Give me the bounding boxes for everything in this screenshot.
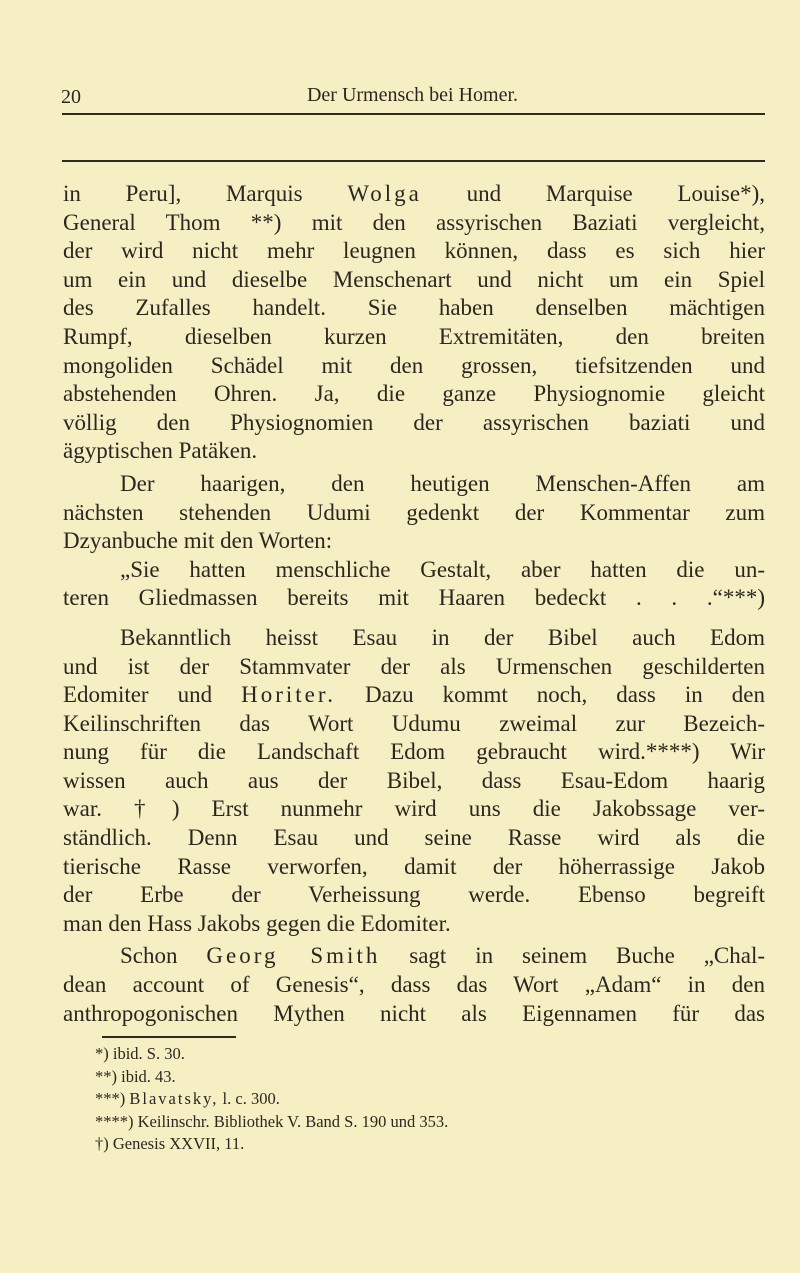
text-segment: und Marquise Louise*), [466,181,766,206]
spaced-name: Wolga [347,181,422,206]
text-line: mongoliden Schädel mit den grossen, tiefsitzenden und [63,352,765,378]
footnote: **) ibid. 43. [95,1066,176,1086]
footnote: †) Genesis XXVII, 11. [95,1134,245,1153]
text-line: der Erbe der Verheissung werde. Ebenso begreift [63,882,765,908]
text-segment: l. c. 300. [222,1089,280,1108]
text-line: nächsten stehenden Udumi gedenkt der Kommentar zum [63,499,765,525]
text-line: und ist der Stammvater der als Urmenschen geschilderten [63,653,765,679]
text-line: wissen auch aus der Bibel, dass Esau-Edom haarig [63,767,765,793]
footnote-rule [102,1036,236,1038]
text-segment: Schon [120,943,178,969]
text-line: Keilinschriften das Wort Udumu zweimal zur Bezeich- [63,710,765,736]
spaced-name: Horiter. [241,682,337,708]
text-line: Bekanntlich heisst Esau in der Bibel auch Edom [120,624,765,650]
text-line: man den Hass Jakobs gegen die Edomiter. [63,910,451,936]
quote-line: teren Gliedmassen bereits mit Haaren bedeckt . . .“***) [63,585,765,611]
text-line: General Thom **) mit den assyrischen Baziati vergleicht, [63,209,765,235]
quote-line: „Sie hatten menschliche Gestalt, aber hatten die un- [120,556,765,582]
spaced-name: Blavatsky, [129,1089,219,1108]
text-line: anthropogonischen Mythen nicht als Eigennamen für das [63,1000,765,1026]
text-line: des Zufalles handelt. Sie haben denselben mächtigen [63,295,765,321]
text-line: tierische Rasse verworfen, damit der höherrassige Jakob [63,853,765,879]
body-text [63,180,765,1028]
text-segment: Dazu kommt noch, dass in den [365,682,765,708]
top-rule [62,113,765,115]
text-line: Dzyanbuche mit den Worten: [63,528,333,554]
spaced-name: Georg Smith [206,943,381,969]
text-line [63,180,765,209]
text-line: nung für die Landschaft Edom gebraucht wird.****) Wir [63,739,765,765]
text-line: Rumpf, dieselben kurzen Extremitäten, den breiten [63,323,765,349]
running-title: Der Urmensch bei Homer. [306,84,519,106]
text-line: war. †) Erst nunmehr wird uns die Jakobssage ver- [63,796,765,822]
page-number: 20 [61,86,81,108]
header-rule [62,160,765,162]
text-line: abstehenden Ohren. Ja, die ganze Physiognomie gleicht [63,381,765,407]
footnotes [95,1043,448,1156]
text-line [63,681,765,710]
text-segment: sagt in seinem Buche „Chal- [409,943,766,969]
text-line: ständlich. Denn Esau und seine Rasse wird als die [63,825,765,851]
text-segment: Edomiter und [63,682,213,708]
text-segment: ***) [95,1089,126,1108]
text-line [63,942,765,971]
text-line: ägyptischen Patäken. [63,438,258,464]
text-line: dean account of Genesis“, dass das Wort „Adam“ in den [63,972,765,998]
text-segment: in Peru], Marquis [63,181,303,206]
text-line: um ein und dieselbe Menschenart und nicht um ein Spiel [63,266,765,292]
text-line: völlig den Physiognomien der assyrischen baziati und [63,409,765,435]
text-line: Der haarigen, den heutigen Menschen-Affen am [120,470,765,496]
footnote: *) ibid. S. 30. [95,1044,185,1063]
text-line: der wird nicht mehr leugnen können, dass es sich hier [63,238,765,264]
footnote: ****) Keilinschr. Bibliothek V. Band S. 190 und 353. [95,1111,449,1131]
footnote [95,1088,448,1111]
